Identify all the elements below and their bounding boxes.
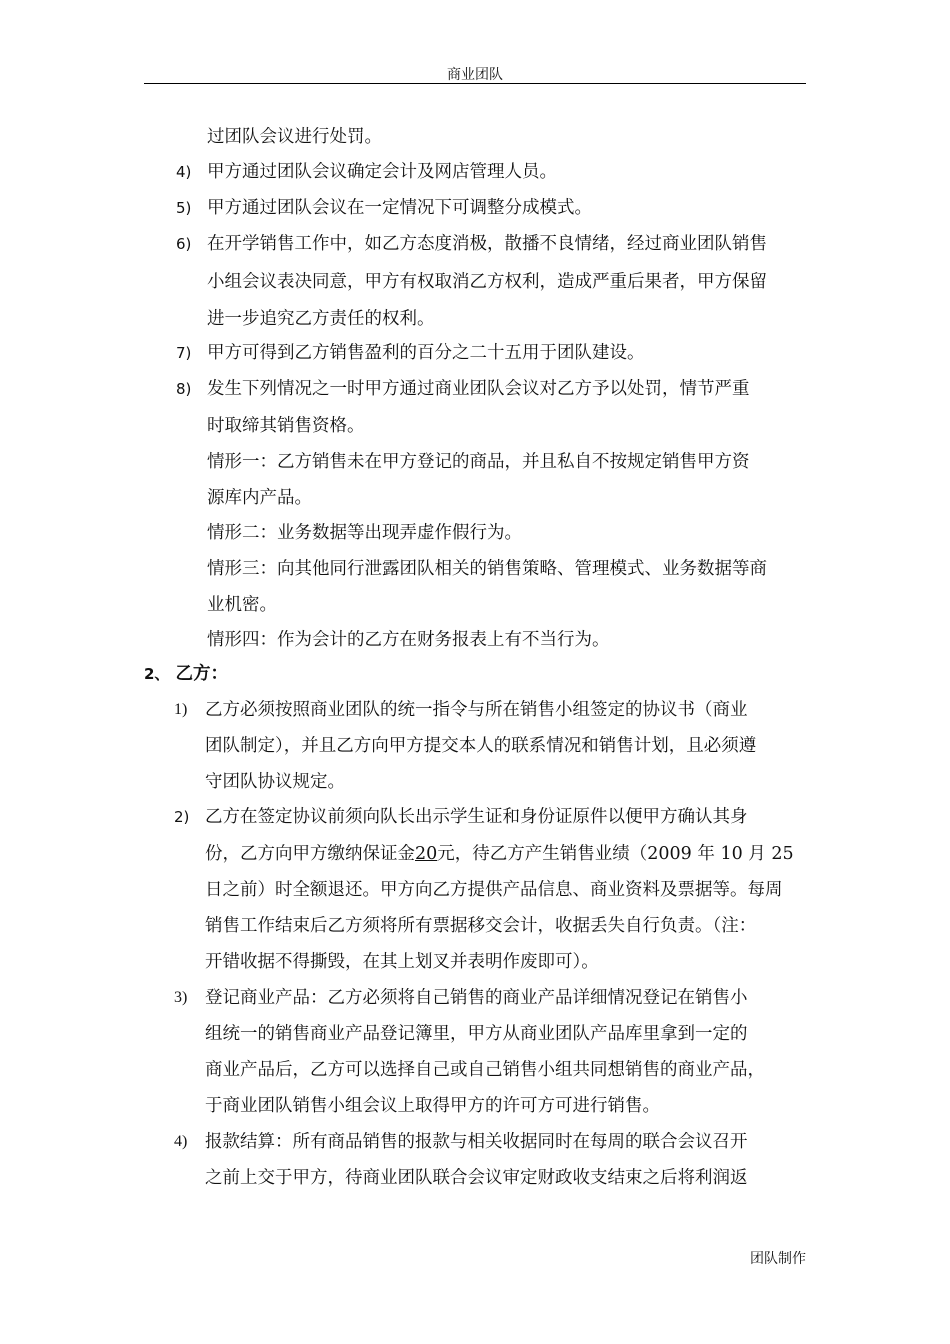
text-line: 组统一的销售商业产品登记簿里，甲方从商业团队产品库里拿到一定的 bbox=[205, 1024, 748, 1044]
list-number: 4) bbox=[174, 1133, 188, 1150]
text-line: 在开学销售工作中，如乙方态度消极，散播不良情绪，经过商业团队销售 bbox=[207, 234, 767, 254]
list-number: 3) bbox=[174, 989, 188, 1006]
text-line: 情形二：业务数据等出现弄虚作假行为。 bbox=[207, 523, 522, 543]
header-rule bbox=[144, 83, 806, 84]
text-line: 乙方必须按照商业团队的统一指令与所在销售小组签定的协议书（商业 bbox=[205, 700, 748, 720]
text-line: 源库内产品。 bbox=[207, 488, 312, 508]
text-line: 登记商业产品：乙方必须将自己销售的商业产品详细情况登记在销售小 bbox=[205, 988, 748, 1008]
text-line: 甲方通过团队会议在一定情况下可调整分成模式。 bbox=[207, 198, 592, 218]
text-line: 乙方在签定协议前须向队长出示学生证和身份证原件以便甲方确认其身 bbox=[205, 807, 748, 827]
list-number: 4) bbox=[176, 163, 192, 181]
text-line: 情形一：乙方销售未在甲方登记的商品，并且私自不按规定销售甲方资 bbox=[207, 452, 750, 472]
text-line: 情形三：向其他同行泄露团队相关的销售策略、管理模式、业务数据等商 bbox=[207, 559, 767, 579]
list-number: 7) bbox=[176, 344, 192, 362]
text-line: 之前上交于甲方，待商业团队联合会议审定财政收支结束之后将利润返 bbox=[205, 1168, 748, 1188]
text-line: 守团队协议规定。 bbox=[205, 772, 345, 792]
text-line bbox=[205, 842, 794, 866]
text-segment: 份，乙方向甲方缴纳保证金 bbox=[205, 844, 415, 864]
text-line: 发生下列情况之一时甲方通过商业团队会议对乙方予以处罚，情节严重 bbox=[207, 379, 750, 399]
list-number: 6) bbox=[176, 235, 192, 253]
list-number: 1) bbox=[174, 701, 188, 718]
page-header-title: 商业团队 bbox=[447, 67, 503, 83]
text-line: 过团队会议进行处罚。 bbox=[207, 127, 382, 147]
text-segment: 元，待乙方产生销售业绩（2009 年 10 月 25 bbox=[437, 844, 794, 864]
text-line: 时取缔其销售资格。 bbox=[207, 416, 365, 436]
section-heading bbox=[144, 662, 228, 686]
text-line: 甲方可得到乙方销售盈利的百分之二十五用于团队建设。 bbox=[207, 343, 645, 363]
text-line: 进一步追究乙方责任的权利。 bbox=[207, 309, 435, 329]
text-line: 商业产品后，乙方可以选择自己或自己销售小组共同想销售的商业产品， bbox=[205, 1060, 765, 1080]
text-line: 情形四：作为会计的乙方在财务报表上有不当行为。 bbox=[207, 630, 610, 650]
text-line: 开错收据不得撕毁，在其上划叉并表明作废即可）。 bbox=[205, 952, 599, 972]
text-line: 报款结算：所有商品销售的报款与相关收据同时在每周的联合会议召开 bbox=[205, 1132, 748, 1152]
section-number: 2、 bbox=[144, 665, 170, 683]
section-title: 乙方： bbox=[175, 664, 229, 684]
text-line: 团队制定），并且乙方向甲方提交本人的联系情况和销售计划，且必须遵 bbox=[205, 736, 757, 756]
text-line: 甲方通过团队会议确定会计及网店管理人员。 bbox=[207, 162, 557, 182]
text-line: 销售工作结束后乙方须将所有票据移交会计，收据丢失自行负责。（注： bbox=[205, 916, 757, 936]
text-line: 小组会议表决同意，甲方有权取消乙方权利，造成严重后果者，甲方保留 bbox=[207, 272, 767, 292]
text-line: 业机密。 bbox=[207, 595, 277, 615]
list-number: 2) bbox=[174, 808, 190, 826]
deposit-amount: 20 bbox=[415, 844, 438, 864]
text-line: 日之前）时全额退还。甲方向乙方提供产品信息、商业资料及票据等。每周 bbox=[205, 880, 783, 900]
list-number: 5) bbox=[176, 199, 192, 217]
page-footer: 团队制作 bbox=[750, 1251, 806, 1267]
list-number: 8) bbox=[176, 380, 192, 398]
text-line: 于商业团队销售小组会议上取得甲方的许可方可进行销售。 bbox=[205, 1096, 660, 1116]
